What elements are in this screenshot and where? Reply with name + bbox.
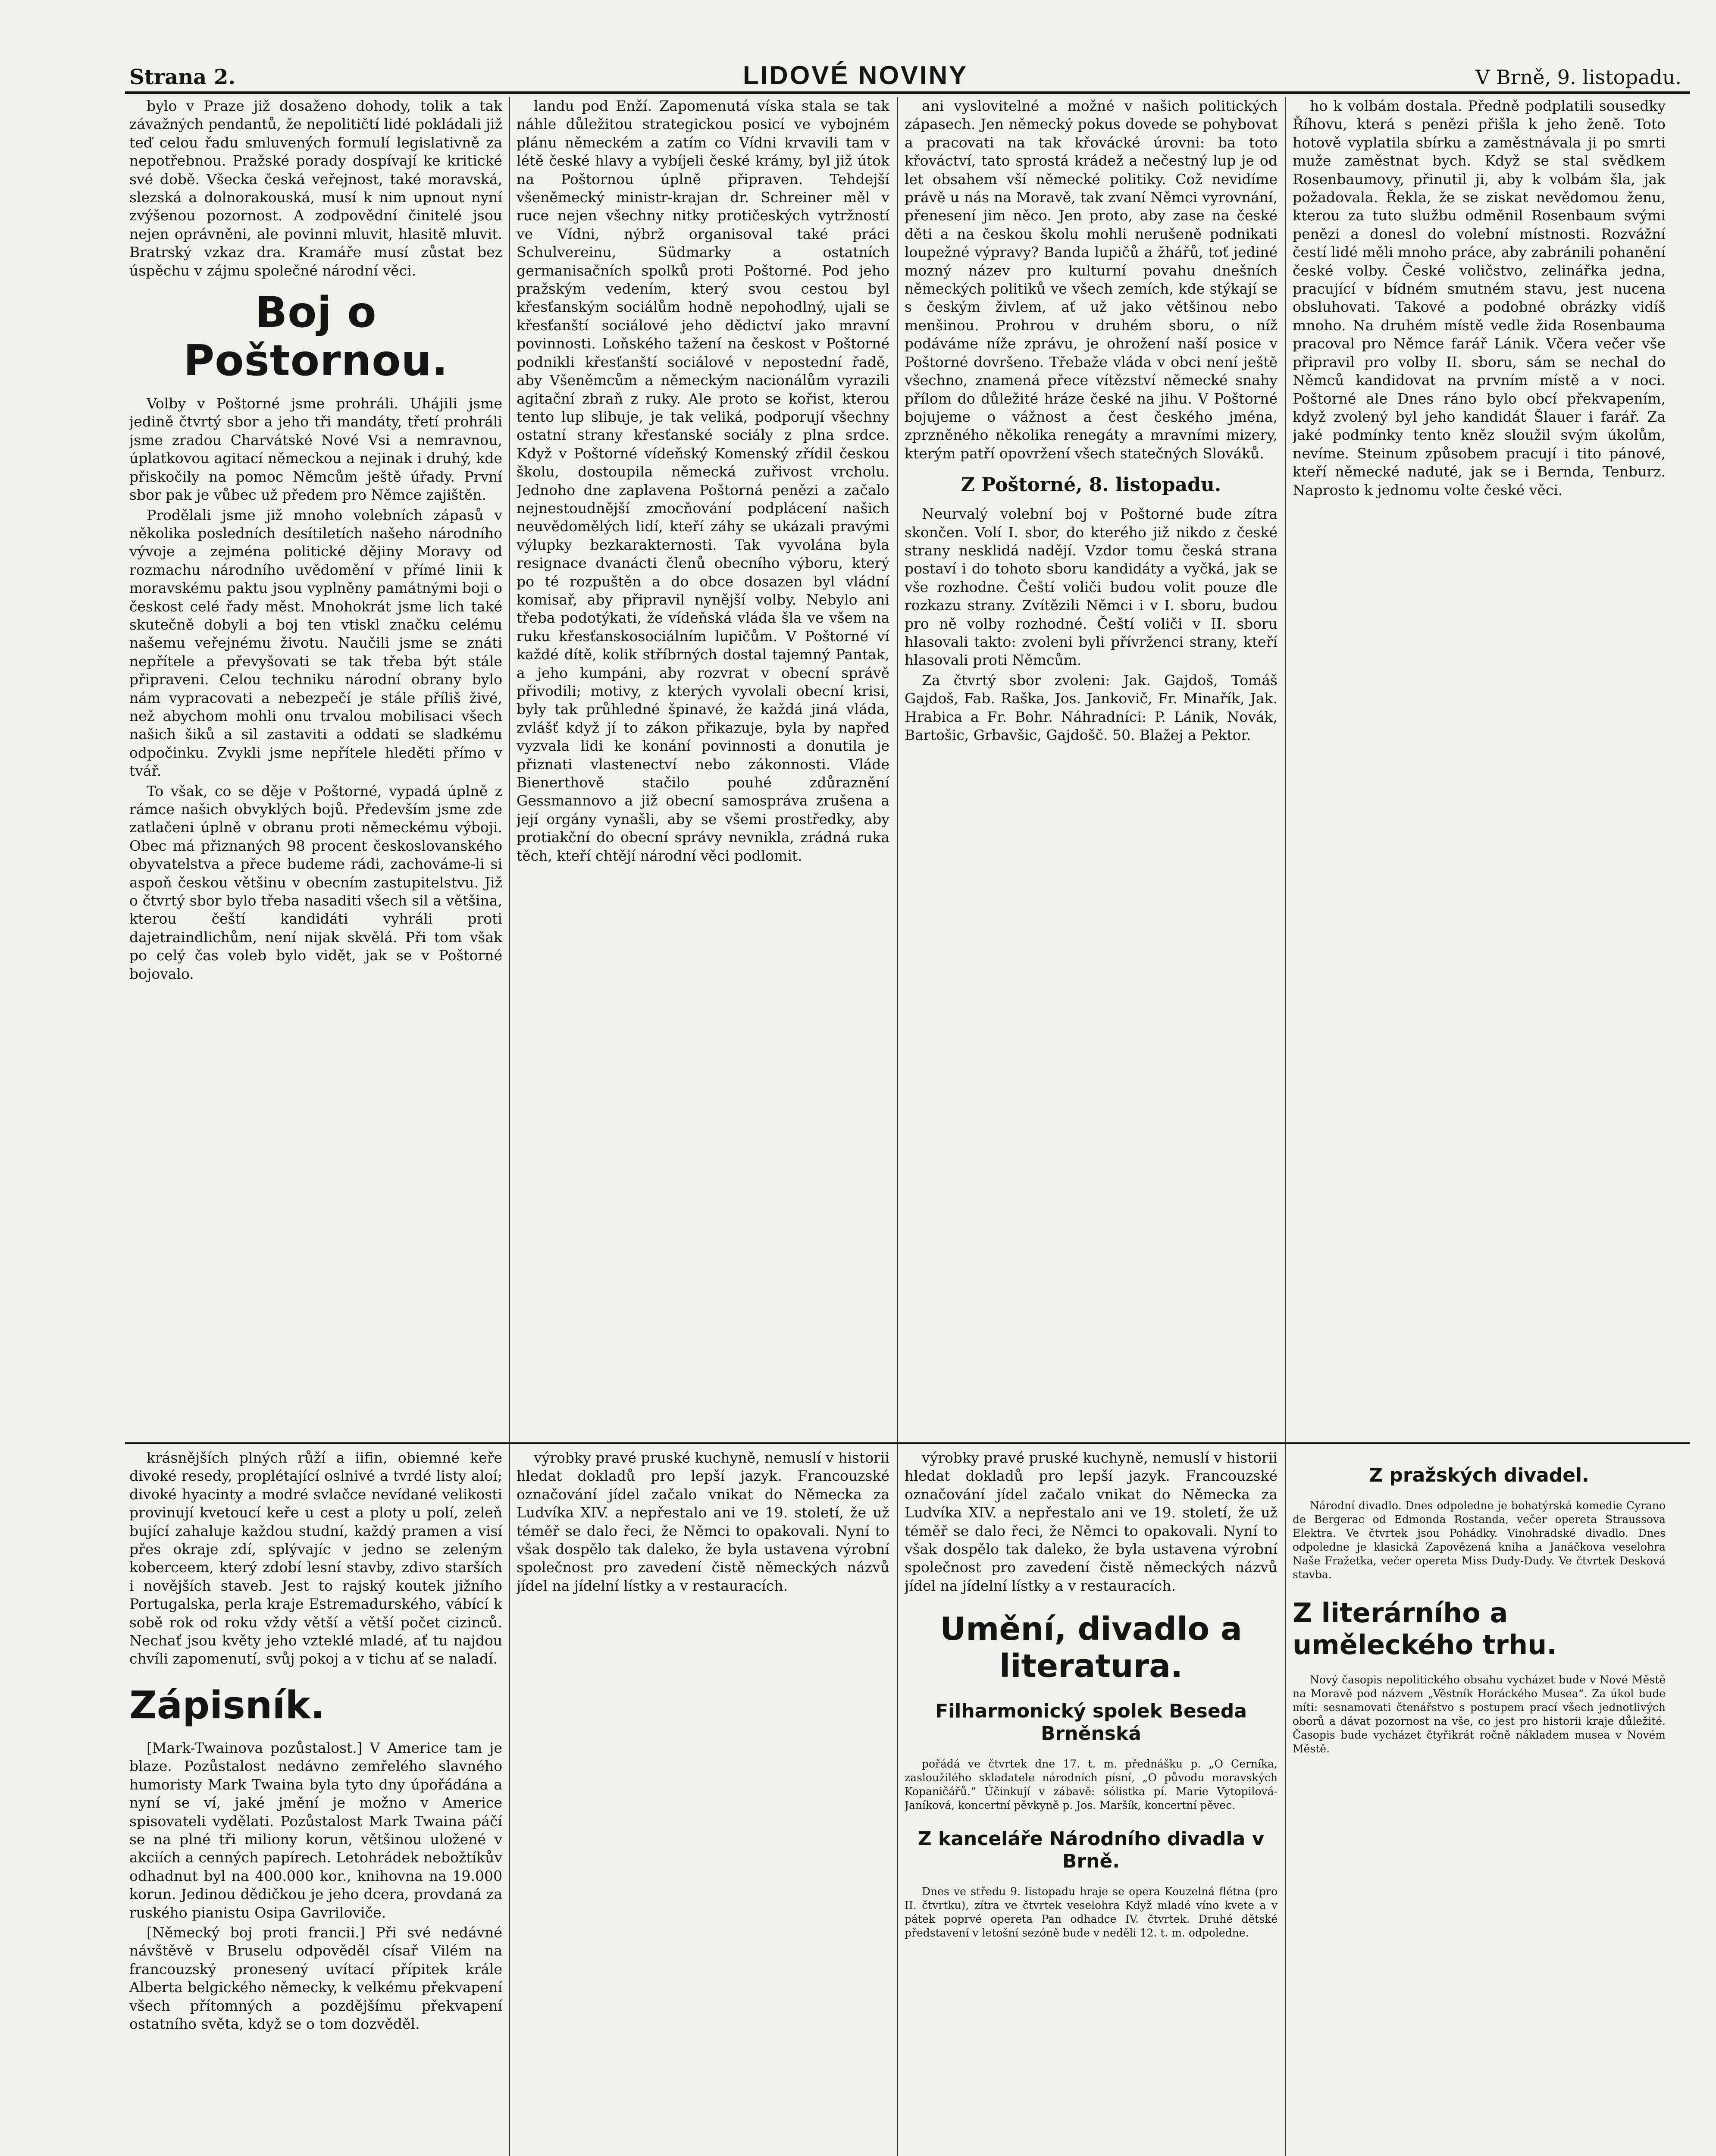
lower-column-3 xyxy=(905,1449,1278,2156)
lower-column-1 xyxy=(129,1449,502,2156)
headline-boj-o-postornou: Boj o Poštornou. xyxy=(183,288,448,386)
elected-list: Za čtvrtý sbor zvoleni: Jak. Gajdoš, Tomáš Gajdoš, Fab. Raška, Jos. Jankovič, Fr. Minařík, Jak. Hrabica a Fr. Bohr. Náhradníci: P. Lánik, Novák, Bartošic, Grbavšic, Gajdošč. 50. Blažej a Pektor. xyxy=(905,671,1278,743)
literary-text: Nový časopis nepolitického obsahu vycházet bude v Nové Městě na Moravě pod názvem „Věstník Horáckého Musea“. Za úkol bude míti: sesnamovati čtenářstvo s postupem prací všech jednotlivých oborů a dávat pozornost na vše, co jest pro historii kraje důležité. Časopis bude vycházet čtyřikrát ročně nákladem musea v Novém Městě. xyxy=(1293,1673,1666,1755)
newspaper-title: LIDOVÉ NOVINY xyxy=(742,61,968,90)
column-2 xyxy=(517,97,889,1438)
column-divider xyxy=(1285,97,1286,2156)
article-paragraph: Prodělali jsme již mnoho volebních zápasů v několika posledních desítiletích našeho národního vývoje a zejména politické dějiny Moravy od rozmachu národního uvědomění v přímé linii k moravskému paktu jsou vyplněny památnými boji o českost celé řady měst. Mnohokrát jsme lich také skutečně dobyli a boj ten vtiskl značku celému našemu veřejnému životu. Naučili jsme se znáti nepřítele a převyšovati se tak třeba být stále připraveni. Celou techniku národní obrany bylo nám vypracovati a nebezpečí je stále příliš živé, než abychom mohli onu trvalou mobilisaci všech našich šiků a sil zastaviti a oddati se sladkému odpočinku. Zvykli jsme nepřítele hleděti přímo v tvář. xyxy=(129,506,502,780)
dispatch-text: Neurvalý volební boj v Poštorné bude zítra skončen. Volí I. sbor, do kterého již nikdo z české strany nesklidá nadějí. Vzdor tomu česká strana postaví i do tohoto sboru kandidáty a vyčká, jak se vše rozhodne. Čeští voliči budou volit pouze dle rozkazu strany. Zvítězili Němci i v I. sboru, budou pro ně volby rozhodné. Čeští voliči v II. sboru hlasovali takto: zvoleni byli přívrženci strany, kteří hlasovali proti Němcům. xyxy=(905,505,1278,669)
issue-date: V Brně, 9. listopadu. xyxy=(1475,66,1682,89)
intro-paragraph: bylo v Praze již dosaženo dohody, tolik a tak závažných pendantů, že nepolitičtí lidé pokládali již teď celou řadu smluvených formulí legislativně za nepotřebnou. Pražské porady dospívají ke kritické své době. Všecka česká veřejnost, také moravská, slezská a dolnorakouská, musí k nim upnout nyní zvýšenou pozornost. A zodpovědní činitelé jsou nejen oprávněni, ale povinni mluvit, hlasitě mluvit. Bratrský vzkaz dra. Kramáře musí zůstat bez úspěchu v zájmu společné národní věci. xyxy=(129,97,502,279)
article-continuation: ho k volbám dostala. Předně podplatili sousedky Říhovu, která s penězi přišla k jeho ženě. Toto hotově vyplatila sbírku a zaměstnávala ji po smrti muže zaměstnat bych. Když se stal svědkem Rosenbaumovy, přinutil ji, aby k volbám šla, jak požadovala. Řekla, že se ziskat nevědomou ženu, kterou za tuto službu odměnil Rosenbaum svými penězi a donesl do volební místnosti. Rozvážní čestí lidé měli mnoho práce, aby zabránili pohanění české volby. České voličstvo, zelinářka jedna, pracující v bídném smutném stavu, jest nucena obsluhovati. Takové a podobné obrázky vidíš mnoho. Na druhém místě vedle žida Rosenbauma pracoval pro Němce farář Lánik. Včera večer vše připravil pro volby II. sboru, sám se nechal do Němců kandidovat na prvním místě a v noci. Poštorné ale Dnes ráno bylo obcí překvapením, když zvolený byl jeho kandidát Šlauer i farář. Za jaké podmínky tento kněz sloužil svým úkolům, nevíme. Steinum způsobem pracují i tito pánové, kteří německé naduté, jak se i Bernda, Tenburz. Naprosto k jednomu volte české věci. xyxy=(1293,97,1666,498)
zapisnik-item: [Německý boj proti francii.] Při své nedávné návštěvě v Bruselu odpověděl císař Vilém na francouzský pronesený uvítací přípitek krále Alberta belgického německy, k velkému překvapení všech přítomných a pozdějšímu překvapení ostatního světa, když se o tom dozvěděl. xyxy=(129,1924,502,2032)
article-continuation: ani vyslovitelné a možné v našich politických zápasech. Jen německý pokus dovede se pohybovat a pracovati na tak křovácké úrovni: ba toto křováctví, tato sprostá krádež a nečestný lup je od let obsahem vší německé politiky. Což nevidíme právě u nás na Moravě, tak zvaní Němci vyrovnání, přenesení jim něco. Jen proto, aby zase na české děti a na českou školu mohli nerušeně podnikati loupežné výpravy? Banda lupičů a žhářů, toť jediné mozný název pro kulturní povahu dnešních německých politiků ve všech zemích, kde stýkají se s českým živlem, ať už jako většinou nebo menšinou. Prohrou v druhém sboru, o níž podáváme níže zprávu, je ohrožení naší posice v Poštorné dovršeno. Třebaže vláda v obci není ještě všechno, znamená přece vítězství německé snahy přílom do důležité hráze české na jihu. V Poštorné bojujeme o vážnost a čest českého jména, zprzněného několika renegáty a mravními mizery, kterým patří opovržení všech statečných Slováků. xyxy=(905,97,1278,462)
column-divider xyxy=(509,97,510,2156)
article-continuation: landu pod Enží. Zapomenutá víska stala se tak náhle důležitou strategickou posicí ve vybojném plánu německém a zatím co Vídni krvavili tam v létě české hlavy a vybíjeli české krámy, byl již útok na Poštornou úplně připraven. Tehdejší všeněmecký ministr-krajan dr. Schreiner měl v ruce nejen všechny nitky protičeských vytržností ve Vídni, nýbrž organisoval také práci Schulvereinu, Südmarky a ostatních germanisačních spolků proti Poštorné. Pod jeho pražským vedením, který svou cestou byl křesťanským sociálům hodně nepohodlný, ujali se křesťanští sociálové jeho dědictví jako mravní povinnosti. Loňského tažení na českost v Poštorné podnikli křesťanští sociálové v nepostední řadě, aby Všeněmcům a německým nacionálům vyrazili agitační zbraň z ruky. Ale proto se kořist, kterou tento lup slibuje, je tak veliká, podporují všechny ostatní strany křesťanské sociály z plna srdce. Když v Poštorné vídeňský Komenský zřídil českou školu, dostoupila německá zuřivost vrcholu. Jednoho dne zaplavena Poštorná penězi a začalo nejnestoudnější zmocňování podplácení našich neuvědomělých lidí, kteří záhy se ukázali pravými výlupky bezkarakternosti. Tak vyvolána byla resignace dvanácti členů obecního výboru, který po té rozpuštěn a do obce dosazen byl vládní komisař, aby připravil nynější volby. Nebylo ani třeba podotýkati, že vídeňská vláda šla ve všem na ruku křesťanskosociálním lupičům. V Poštorné ví každé dítě, kolik stříbrných dostal tajemný Pantak, a jeho kumpáni, aby rozvrat v obecní správě přivodili; motivy, z kterých vyvolali obecní krisi, byly tak průhledné špinavé, že každá jiná vláda, zvlášť když jí to zákon přikazuje, byla by napřed vyzvala lidi ke konání povinnosti a donutila je přiznati vlastenectví nebo zákonnosti. Vláde Bienerthově stačilo pouhé zdůraznění Gessmannovo a již obecní samospráva zrušena a její orgány vynašli, aby se všemi prostředky, aby protiakční do obecní správy nevnikla, zrádná ruka těch, kteří chtějí národní věci podlomit. xyxy=(517,97,889,864)
section-rule xyxy=(125,1442,1690,1444)
feuilleton-text: krásnějších plných růží a iifin, obiemné keře divoké resedy, proplétající oslnivé a tvrdé listy aloí; divoké hyacinty a modré svlačce nevídané velikosti provinují kvetoucí keře u cest a ploty u polí, zeleň bující zahaluje každou studní, každý pramen a visí přes okraje zdí, splývajíc v jedno se zeleným koberceem, který zdobí lesní stavby, zdivo starších i novějších staveb. Jest to rajský koutek jižního Portugalska, perla kraje Estremadurského, vábící k sobě rok od roku vždy větší a větší počet cizinců. Nechať jsou květy jeho vzteklé mladé, ať tu najdou chvíli zapomenutí, svůj pokoj a v tichu ať se naladí. xyxy=(129,1449,502,1667)
column-divider xyxy=(897,97,898,2156)
column-1 xyxy=(129,97,502,1438)
zapisnik-item: [Mark-Twainova pozůstalost.] V Americe tam je blaze. Pozůstalost nedávno zemřelého slavného humoristy Mark Twaina byla tyto dny úpořádána a nyní se ví, jaké jmění je možno v Americe spisovateli vydělati. Pozůstalost Mark Twaina páčí se na plné tři miliony korun, většinou uložené v akciích a cenných papírech. Letohrádek nebožtíkův odhadnut byl na 400.000 kor., knihovna na 19.000 korun. Jedinou dědičkou je jeho dcera, provdaná za ruského pianistu Osipa Gavriloviče. xyxy=(129,1739,502,1921)
column-3 xyxy=(905,97,1278,1438)
theatre-text: Dnes ve středu 9. listopadu hraje se opera Kouzelná flétna (pro II. čtvrtku), zítra ve čtvrtek veselohra Když mladé víno kvete a v pátek poprvé opereta Pan odhadce IV. čtvrtek. Druhé dětské představení v letošní sezóně bude v neděli 12. t. m. odpoledne. xyxy=(905,1885,1278,1940)
philharmonic-text: pořádá ve čtvrtek dne 17. t. m. přednášku p. „O Cerníka, zasloužilého skladatele národních písní, „O původu moravských Kopaničářů.“ Účinkují v zábavě: sólistka pí. Marie Vytopilová-Janíková, koncertní pěvkyně p. Jos. Maršík, koncertní pěvec. xyxy=(905,1758,1278,1812)
masthead-rule xyxy=(125,91,1690,94)
masthead xyxy=(129,60,1682,91)
lower-column-4 xyxy=(1293,1449,1666,2156)
theatre-heading: Z kanceláře Národního divadla v Brně. xyxy=(917,1828,1265,1873)
literary-heading: Z literárního a uměleckého trhu. xyxy=(1293,1597,1557,1661)
zapisnik-heading: Zápisník. xyxy=(129,1683,325,1727)
prague-theatres-text: Národní divadlo. Dnes odpoledne je bohatýrská komedie Cyrano de Bergerac od Edmonda Rostanda, večer opereta Straussova Elektra. Ve čtvrtek jsou Pohádky. Vinohradské divadlo. Dnes odpoledne je klasická Zapovězená kniha a Janáčkova veselohra Naše Fražetka, večer opereta Miss Dudy-Dudy. Ve čtvrtek Desková stavba. xyxy=(1293,1499,1666,1581)
prague-theatres-heading: Z pražských divadel. xyxy=(1369,1464,1589,1486)
philharmonic-heading: Filharmonický spolek Beseda Brněnská xyxy=(935,1700,1247,1745)
article-paragraph: To však, co se děje v Poštorné, vypadá úplně z rámce našich obvyklých bojů. Především jsme zde zatlačeni úplně v obranu proti německému výboji. Obec má přiznaných 98 procent českoslovanského obyvatelstva a přece budeme rádi, zachováme-li si aspoň českou většinu v obecním zastupitelstvu. Již o čtvrtý sbor bylo třeba nasaditi všech sil a většina, kterou čeští kandidáti vyhráli proti dajetraindlichům, není nijak skvělá. Při tom však po celý čas voleb bylo vidět, jak se v Poštorné bojovalo. xyxy=(129,782,502,982)
arts-heading: Umění, divadlo a literatura. xyxy=(940,1611,1242,1685)
lower-column-2 xyxy=(517,1449,889,2156)
column-4 xyxy=(1293,97,1666,1438)
article-paragraph: Volby v Poštorné jsme prohráli. Uhájili jsme jedině čtvrtý sbor a jeho tři mandáty, třetí prohráli jsme zradou Charvátské Nové Vsi a nemravnou, úplatkovou agitací německou a nejinak i druhý, kde přiskočily na pomoc Němcům ještě úřady. První sbor pak je vůbec už předem pro Němce zajištěn. xyxy=(129,395,502,504)
feuilleton-text: výrobky pravé pruské kuchyně, nemuslí v historii hledat dokladů pro lepší jazyk. Francouzské označování jídel začalo vnikat do Německa za Ludvíka XIV. a nepřestalo ani ve 19. století, že už téměř se dalo řeci, že Němci to opakovali. Nyní to však dospělo tak daleko, že byla ustavena výrobní společnost pro zavedení čistě německých názvů jídel na jídelní lístky a v restauracích. xyxy=(905,1449,1278,1594)
page-number: Strana 2. xyxy=(129,65,236,89)
dispatch-dateline: Z Poštorné, 8. listopadu. xyxy=(961,474,1221,496)
feuilleton-text: výrobky pravé pruské kuchyně, nemuslí v historii hledat dokladů pro lepší jazyk. Francouzské označování jídel začalo vnikat do Německa za Ludvíka XIV. a nepřestalo ani ve 19. století, že už téměř se dalo řeci, že Němci to opakovali. Nyní to však dospělo tak daleko, že byla ustavena výrobní společnost pro zavedení čistě německých názvů jídel na jídelní lístky a v restauracích. xyxy=(517,1449,889,1594)
